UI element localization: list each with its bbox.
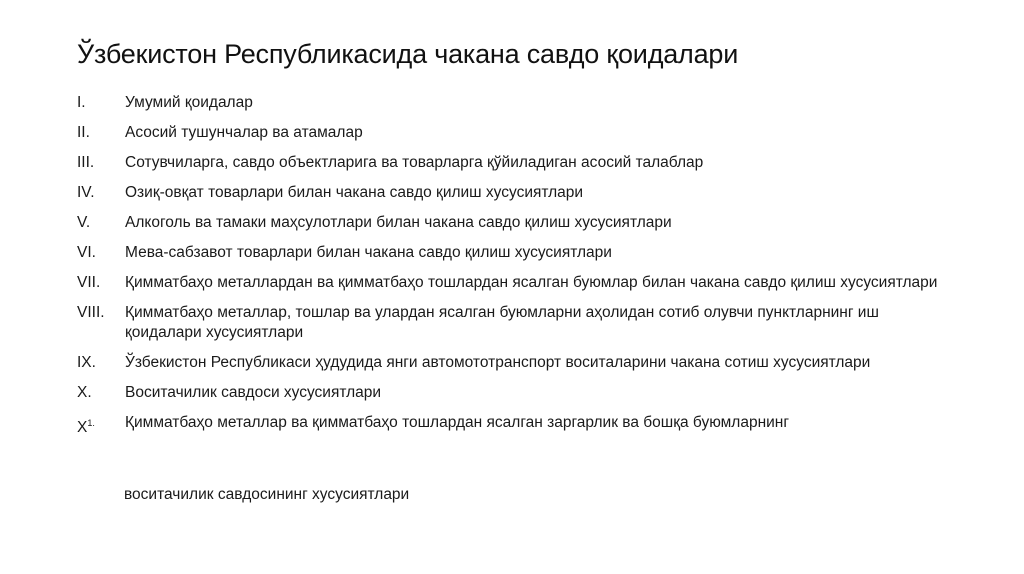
item-text: Алкоголь ва тамаки маҳсулотлари билан чакана савдо қилиш хусусиятлари [125, 214, 672, 231]
slide-title: Ўзбекистон Республикасида чакана савдо қоидалари [77, 39, 739, 69]
item-number [77, 413, 125, 438]
list-item [77, 123, 957, 143]
item-number: I. [77, 94, 86, 111]
item-number: VIII. [77, 304, 105, 321]
item-number-base: X [77, 419, 88, 436]
list-item [77, 153, 957, 173]
item-number: II. [77, 124, 90, 141]
list-item [77, 183, 957, 203]
list-item [77, 303, 957, 343]
last-item-continuation: воситачилик савдосининг хусусиятлари [124, 486, 410, 503]
item-number-superscript: 1. [87, 418, 95, 428]
item-text: Воситачилик савдоси хусусиятлари [125, 384, 382, 401]
item-text: Сотувчиларга, савдо объектларига ва товарларга қўйиладиган асосий талаблар [125, 154, 704, 171]
item-text: Озиқ-овқат товарлари билан чакана савдо қилиш хусусиятлари [125, 184, 584, 201]
item-text: Қимматбаҳо металлардан ва қимматбаҳо тошлардан ясалган буюмлар билан чакана савдо қилиш хусусиятлари [125, 274, 938, 291]
item-text: Умумий қоидалар [125, 94, 253, 111]
item-text: Ўзбекистон Республикаси ҳудудида янги автомототранспорт воситаларини чакана сотиш хусусиятлари [125, 354, 871, 371]
item-text: Қимматбаҳо металлар, тошлар ва улардан ясалган буюмларни аҳолидан сотиб олувчи пунктларнинг иш қоидалари хусусиятлари [125, 304, 879, 341]
item-number: IX. [77, 354, 96, 371]
list-item [77, 213, 957, 233]
item-number: IV. [77, 184, 95, 201]
item-number: V. [77, 214, 91, 231]
item-number: X. [77, 384, 92, 401]
item-number: VII. [77, 274, 101, 291]
list-item [77, 353, 957, 373]
contents-list [77, 93, 957, 448]
list-item [77, 383, 957, 403]
item-text: Асосий тушунчалар ва атамалар [125, 124, 363, 141]
item-text: Қимматбаҳо металлар ва қимматбаҳо тошлардан ясалган заргарлик ва бошқа буюмларнинг [125, 414, 790, 431]
item-number: VI. [77, 244, 96, 261]
list-item-last [77, 413, 957, 438]
list-item [77, 273, 957, 293]
list-item [77, 93, 957, 113]
list-item [77, 243, 957, 263]
item-text: Мева-сабзавот товарлари билан чакана савдо қилиш хусусиятлари [125, 244, 612, 261]
item-number: III. [77, 154, 95, 171]
